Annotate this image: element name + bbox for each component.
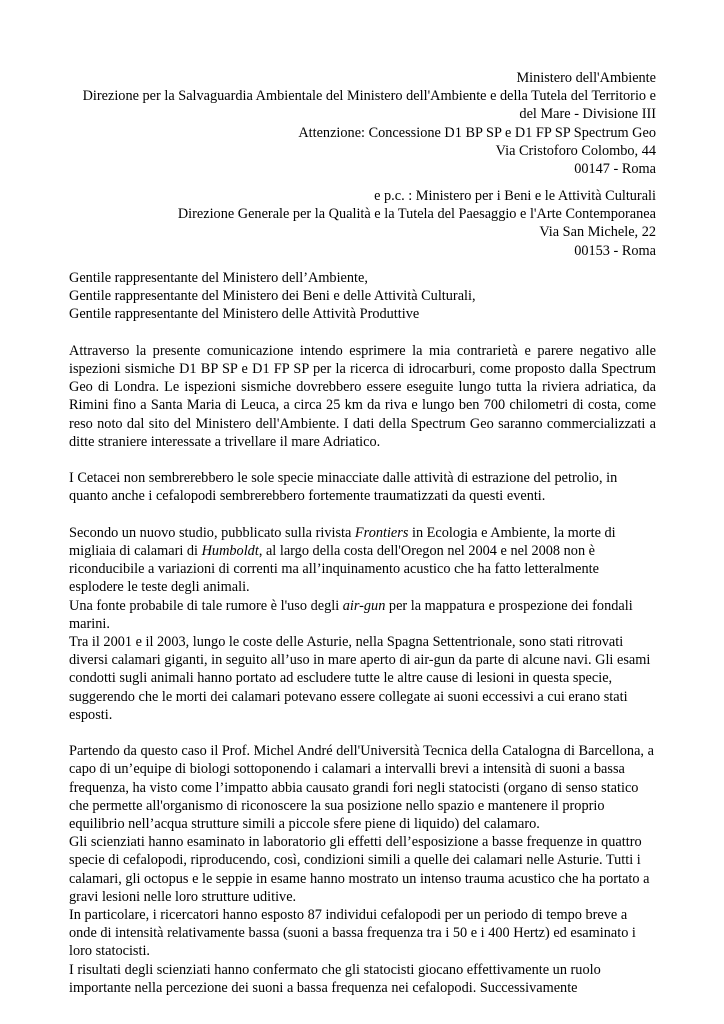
paragraph-cephalopods: I Cetacei non sembrerebbero le sole specie minacciate dalle attività di estrazione del petrolio, in quanto anche i cefalopodi sembrerebbero fortemente traumatizzati da questi eventi. (69, 470, 618, 505)
salutation-line: Gentile rappresentante del Ministero dei Beni e delle Attività Culturali, (69, 288, 476, 305)
recipient-line: 00147 - Roma (574, 160, 656, 177)
cc-line: 00153 - Roma (574, 242, 656, 259)
salutations (69, 269, 656, 324)
journal-name: Frontiers (354, 524, 409, 541)
recipient-line: del Mare - Divisione III (519, 106, 656, 123)
recipient-address-block (83, 69, 656, 178)
paragraph-laboratory: Gli scienziati hanno esaminato in laboratorio gli effetti dell’esposizione a basse frequenze in quattro specie di cefalopodi, riproducendo, così, condizioni simili a quelle dei calamari nelle Asturie. Tutti i calamari, gli octopus e le seppie in esame hanno mostrato un intenso trauma acustico che ha portato a gravi lesioni nelle loro strutture uditive. (69, 834, 650, 905)
paragraph-asturias: Tra il 2001 e il 2003, lungo le coste delle Asturie, nella Spagna Settentrionale, sono stati ritrovati diversi calamari giganti, in seguito all’uso in mare aperto di air-gun da parte di alcune navi. Gli esami condotti sugli animali hanno portato ad escludere tutte le altre cause di lesioni in questa specie, suggerendo che le morti dei calamari potevano essere collegate ai suoni eccessivi a cui erano stati esposti. (69, 634, 651, 723)
paragraph-andre: Partendo da questo caso il Prof. Michel André dell'Università Tecnica della Catalogna di Barcellona, a capo di un’equipe di biologi sottoponendo i calamari a intervalli brevi a intensità di suoni a bassa frequenza, ha visto come l’impatto abbia causato grandi fori negli statocisti (organo di senso statico che permette all'organismo di riconoscere la sua posizione nello spazio e mantenere il proprio equilibrio nell’acqua strutture simili a piccole sfere piene di liquido) del calamaro. (69, 743, 654, 833)
paragraph-experiment: In particolare, i ricercatori hanno esposto 87 individui cefalopodi per un periodo di tempo breve a onde di intensità relativamente bassa (suoni a bassa frequenza tra i 50 e i 400 Hertz) ed esaminato i loro statocisti. (69, 907, 636, 960)
paragraph-air-gun: Una fonte probabile di tale rumore è l'uso degli air-gun per la mappatura e prospezione dei fondali marini. (69, 597, 633, 632)
recipient-line: Ministero dell'Ambiente (516, 70, 656, 86)
salutation-line: Gentile rappresentante del Ministero delle Attività Produttive (69, 306, 420, 323)
cc-line: e p.c. : Ministero per i Beni e le Attività Culturali (374, 188, 656, 204)
cc-line: Direzione Generale per la Qualità e la Tutela del Paesaggio e l'Arte Contemporanea (177, 206, 656, 223)
recipient-line: Attenzione: Concessione D1 BP SP e D1 FP SP Spectrum Geo (298, 124, 656, 141)
air-gun-term: air-gun (342, 597, 386, 614)
paragraph-results: I risultati degli scienziati hanno confermato che gli statocisti giocano effettivamente un ruolo importante nella percezione dei suoni a bassa frequenza nei cefalopodi. Successivamente (69, 961, 601, 996)
letter-body (69, 269, 656, 997)
recipient-line: Via Cristoforo Colombo, 44 (495, 142, 656, 159)
species-name: Humboldt (201, 543, 259, 559)
paragraph-study: Secondo un nuovo studio, pubblicato sulla rivista Frontiers in Ecologia e Ambiente, la morte di migliaia di calamari di Humboldt, al largo della costa dell'Oregon nel 2004 e nel 2008 non è riconducibile a variazioni di correnti ma all’inquinamento acustico che ha fatto letteralmente esplodere le teste degli animali. (69, 524, 616, 596)
recipient-line: Direzione per la Salvaguardia Ambientale del Ministero dell'Ambiente e della Tutela del Territorio e (82, 88, 656, 105)
paragraph-opposition: Attraverso la presente comunicazione intendo esprimere la mia contrarietà e parere negativo alle ispezioni sismiche D1 BP SP e D1 FP SP per la ricerca di idrocarburi, come proposto dalla Spectrum Geo di Londra. Le ispezioni sismiche dovrebbero essere eseguite lungo tutta la riviera adriatica, da Rimini fino a Santa Maria di Leuca, a circa 25 km da riva e lungo ben 700 chilometri di costa, come reso noto dal sito del Ministero dell'Ambiente. I dati della Spectrum Geo saranno commercializzati a ditte straniere interessate a trivellare il mare Adriatico. (69, 342, 656, 450)
cc-address-block (178, 187, 656, 260)
salutation-line: Gentile rappresentante del Ministero dell’Ambiente, (69, 270, 368, 286)
cc-line: Via San Michele, 22 (539, 224, 656, 241)
